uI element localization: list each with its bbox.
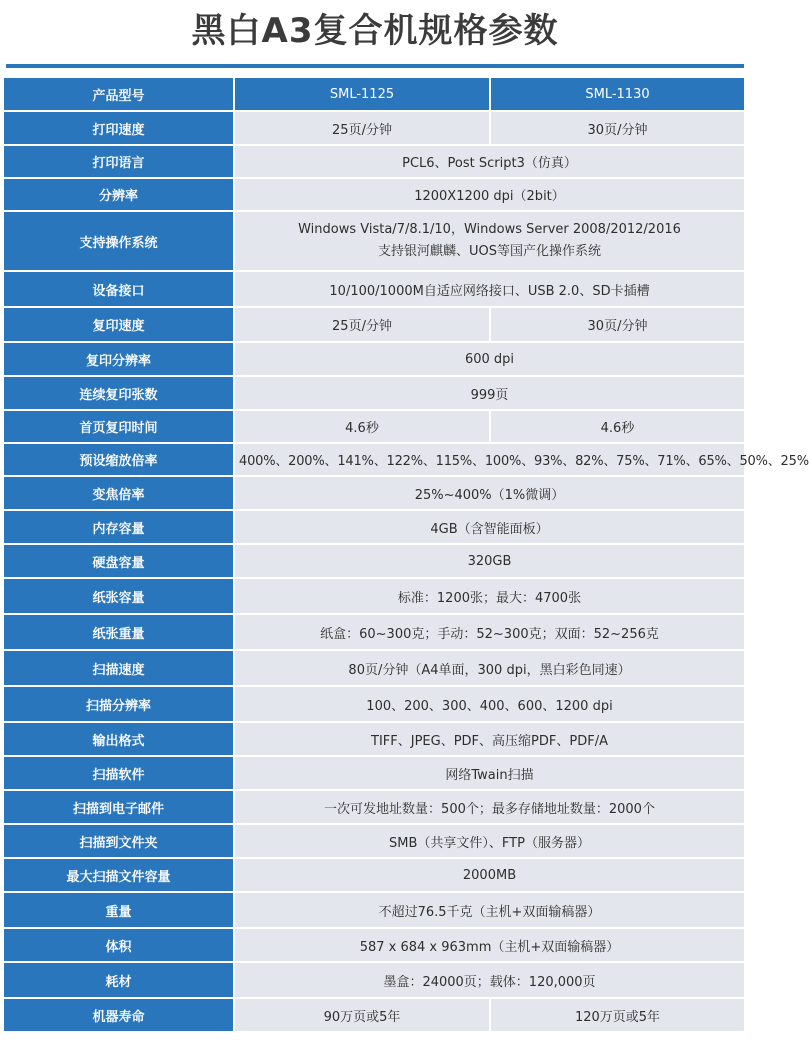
spec-table bbox=[4, 78, 809, 1033]
row-value-a: 25页/分钟 bbox=[235, 112, 491, 146]
row-value-b: 30页/分钟 bbox=[491, 308, 746, 343]
row-label: 重量 bbox=[4, 893, 235, 929]
row-label: 打印语言 bbox=[4, 146, 235, 179]
row-label: 支持操作系统 bbox=[4, 212, 235, 272]
row-label: 分辨率 bbox=[4, 179, 235, 212]
os-line-1: Windows Vista/7/8.1/10，Windows Server 2008/2012/2016 bbox=[298, 222, 681, 237]
row-label: 预设缩放倍率 bbox=[4, 444, 235, 477]
table-row bbox=[4, 179, 746, 212]
row-label: 首页复印时间 bbox=[4, 411, 235, 444]
row-value: 600 dpi bbox=[235, 343, 746, 377]
row-label: 内存容量 bbox=[4, 511, 235, 545]
table-header-row bbox=[4, 78, 746, 112]
table-row bbox=[4, 511, 746, 545]
row-label: 复印分辨率 bbox=[4, 343, 235, 377]
row-label: 耗材 bbox=[4, 963, 235, 999]
row-value: 25%~400%（1%微调） bbox=[235, 477, 746, 511]
row-value: 墨盒：24000页；载体：120,000页 bbox=[235, 963, 746, 999]
title-underline bbox=[6, 64, 744, 68]
row-value-b: 4.6秒 bbox=[491, 411, 746, 444]
row-value: 网络Twain扫描 bbox=[235, 757, 746, 791]
table-row bbox=[4, 615, 746, 651]
row-label: 机器寿命 bbox=[4, 999, 235, 1033]
row-value: 1200X1200 dpi（2bit） bbox=[235, 179, 746, 212]
table-row bbox=[4, 859, 746, 893]
row-value bbox=[235, 212, 746, 272]
table-row bbox=[4, 545, 746, 579]
row-value: TIFF、JPEG、PDF、高压缩PDF、PDF/A bbox=[235, 723, 746, 757]
table-row bbox=[4, 723, 746, 757]
row-label: 变焦倍率 bbox=[4, 477, 235, 511]
table-row bbox=[4, 477, 746, 511]
row-label: 设备接口 bbox=[4, 272, 235, 308]
table-row bbox=[4, 343, 746, 377]
row-label: 硬盘容量 bbox=[4, 545, 235, 579]
row-value: 80页/分钟（A4单面，300 dpi，黑白彩色同速） bbox=[235, 651, 746, 687]
row-label: 扫描分辨率 bbox=[4, 687, 235, 723]
row-value-a: 4.6秒 bbox=[235, 411, 491, 444]
row-value: 400%、200%、141%、122%、115%、100%、93%、82%、75%、71%、65%、50%、25% bbox=[235, 444, 746, 477]
row-value-a: 25页/分钟 bbox=[235, 308, 491, 343]
table-row bbox=[4, 146, 746, 179]
table-row bbox=[4, 791, 746, 825]
row-value: 4GB（含智能面板） bbox=[235, 511, 746, 545]
table-row bbox=[4, 411, 746, 444]
row-label: 扫描到文件夹 bbox=[4, 825, 235, 859]
row-value: 不超过76.5千克（主机+双面输稿器） bbox=[235, 893, 746, 929]
table-row bbox=[4, 579, 746, 615]
table-row bbox=[4, 212, 746, 272]
row-label: 打印速度 bbox=[4, 112, 235, 146]
table-row bbox=[4, 308, 746, 343]
header-model-a: SML-1125 bbox=[235, 78, 491, 112]
row-value: 587 x 684 x 963mm（主机+双面输稿器） bbox=[235, 929, 746, 963]
row-value: 一次可发地址数量：500个；最多存储地址数量：2000个 bbox=[235, 791, 746, 825]
row-label: 纸张容量 bbox=[4, 579, 235, 615]
row-value: PCL6、Post Script3（仿真） bbox=[235, 146, 746, 179]
row-value: SMB（共享文件）、FTP（服务器） bbox=[235, 825, 746, 859]
header-label: 产品型号 bbox=[4, 78, 235, 112]
row-label: 纸张重量 bbox=[4, 615, 235, 651]
row-label: 连续复印张数 bbox=[4, 377, 235, 411]
row-value: 标准：1200张；最大：4700张 bbox=[235, 579, 746, 615]
table-row bbox=[4, 444, 746, 477]
header-model-b: SML-1130 bbox=[491, 78, 746, 112]
row-label: 扫描到电子邮件 bbox=[4, 791, 235, 825]
row-label: 体积 bbox=[4, 929, 235, 963]
page-title: 黑白A3复合机规格参数 bbox=[191, 11, 559, 51]
row-value: 纸盒：60~300克；手动：52~300克；双面：52~256克 bbox=[235, 615, 746, 651]
row-label: 扫描软件 bbox=[4, 757, 235, 791]
table-row bbox=[4, 893, 746, 929]
row-value: 999页 bbox=[235, 377, 746, 411]
table-row bbox=[4, 929, 746, 963]
row-value: 100、200、300、400、600、1200 dpi bbox=[235, 687, 746, 723]
table-row bbox=[4, 687, 746, 723]
table-row bbox=[4, 999, 746, 1033]
row-value-b: 30页/分钟 bbox=[491, 112, 746, 146]
os-line-2: 支持银河麒麟、UOS等国产化操作系统 bbox=[378, 244, 601, 259]
row-value: 2000MB bbox=[235, 859, 746, 893]
row-label: 复印速度 bbox=[4, 308, 235, 343]
row-label: 最大扫描文件容量 bbox=[4, 859, 235, 893]
row-value-b: 120万页或5年 bbox=[491, 999, 746, 1033]
table-row bbox=[4, 112, 746, 146]
table-row bbox=[4, 757, 746, 791]
table-row bbox=[4, 825, 746, 859]
table-row bbox=[4, 963, 746, 999]
row-value-a: 90万页或5年 bbox=[235, 999, 491, 1033]
row-value: 320GB bbox=[235, 545, 746, 579]
table-row bbox=[4, 651, 746, 687]
table-row bbox=[4, 377, 746, 411]
row-value: 10/100/1000M自适应网络接口、USB 2.0、SD卡插槽 bbox=[235, 272, 746, 308]
row-label: 输出格式 bbox=[4, 723, 235, 757]
table-row bbox=[4, 272, 746, 308]
row-label: 扫描速度 bbox=[4, 651, 235, 687]
